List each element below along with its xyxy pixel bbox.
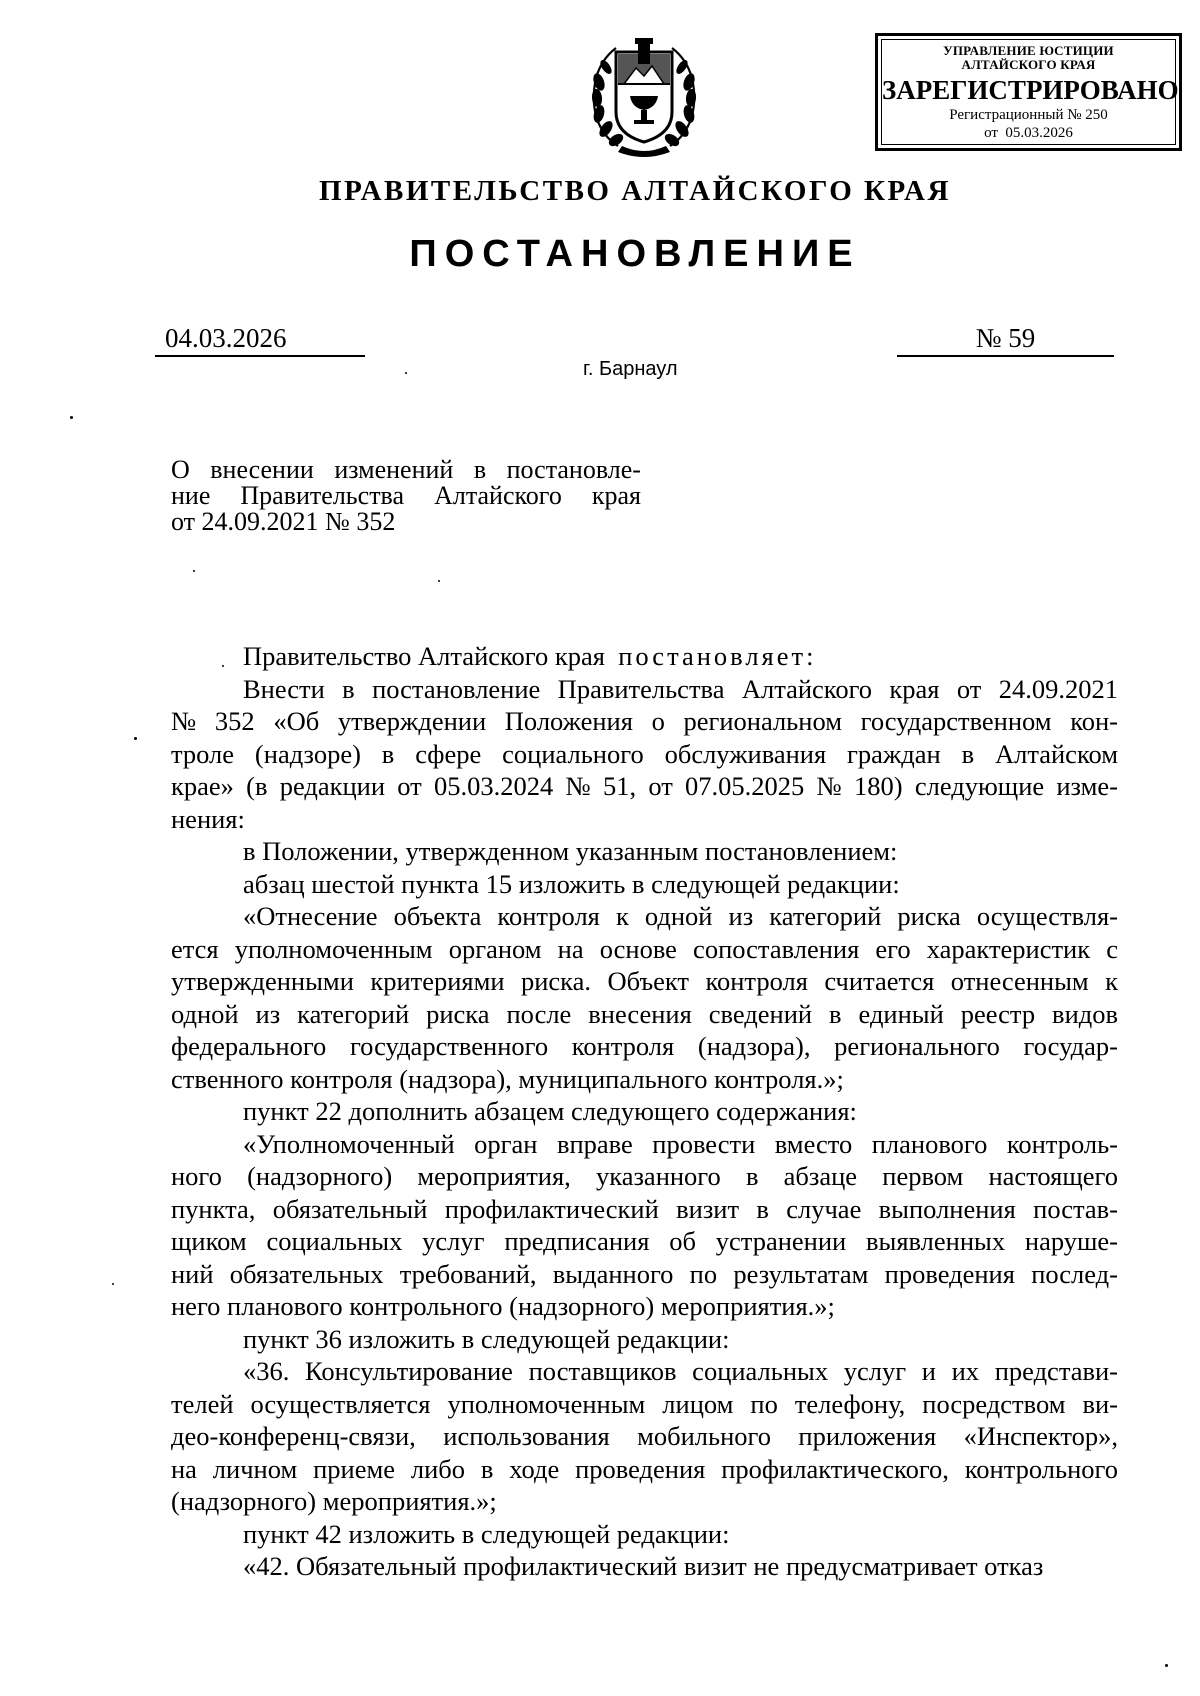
title-word: изменений	[334, 455, 454, 484]
body-line: троле (надзоре) в сфере социального обслуживания граждан в Алтайском	[171, 738, 1118, 769]
altai-krai-coat-of-arms-icon	[586, 34, 702, 158]
body-line: део-конференц-связи, использования мобильного приложения «Инспектор»,	[171, 1421, 1118, 1451]
body-line: него планового контрольного (надзорного) мероприятия.»;	[171, 1291, 835, 1321]
stamp-agency-line1: УПРАВЛЕНИЕ ЮСТИЦИИ	[943, 43, 1114, 58]
body-line: ного (надзорного) мероприятия, указанного в абзаце первом настоящего	[171, 1161, 1118, 1191]
body-line: № 352 «Об утверждении Положения о региональном государственном кон-	[171, 706, 1118, 736]
stamp-reg-date: от 05.03.2026	[984, 125, 1073, 141]
body-line: пункт 42 изложить в следующей редакции:	[243, 1518, 730, 1549]
title-word: Правительства	[240, 481, 405, 510]
body-line: «Уполномоченный орган вправе провести вместо планового контроль-	[243, 1128, 1118, 1159]
title-word: Алтайского	[434, 481, 562, 510]
resolution-verb: постановляет:	[618, 641, 817, 671]
document-type-heading: ПОСТАНОВЛЕНИЕ	[409, 233, 861, 275]
title-word: постановле-	[506, 455, 641, 484]
body-line: утвержденными критериями риска. Объект контроля считается отнесенным к	[171, 966, 1118, 996]
body-line: федерального государственного контроля (надзора), регионального государ-	[171, 1031, 1118, 1061]
body-line: пункт 22 дополнить абзацем следующего содержания:	[243, 1096, 857, 1126]
body-line: нения:	[171, 803, 245, 834]
stamp-status: ЗАРЕГИСТРИРОВАНО	[882, 75, 1179, 105]
document-date: 04.03.2026	[155, 321, 365, 357]
government-name: ПРАВИТЕЛЬСТВО АЛТАЙСКОГО КРАЯ	[319, 175, 951, 207]
body-line: (надзорного) мероприятия.»;	[171, 1486, 497, 1516]
scan-speck	[112, 1283, 114, 1285]
body-line: одной из категорий риска после внесения сведений в единый реестр видов	[171, 998, 1118, 1029]
scan-speck	[438, 580, 440, 582]
title-word: края	[591, 481, 641, 510]
document-city: г. Барнаул	[583, 358, 678, 380]
body-line: абзац шестой пункта 15 изложить в следующей редакции:	[243, 868, 900, 899]
body-line: щиком социальных услуг предписания об устранении выявленных наруше-	[171, 1226, 1118, 1256]
body-line: в Положении, утвержденном указанным постановлением:	[243, 836, 898, 866]
registration-stamp	[875, 33, 1182, 151]
body-line: крае» (в редакции от 05.03.2024 № 51, от 07.05.2025 № 180) следующие изме-	[171, 771, 1118, 801]
registration-stamp-inner-frame	[881, 39, 1179, 145]
body-line	[171, 640, 1118, 673]
body-line: телей осуществляется уполномоченным лицом по телефону, посредством ви-	[171, 1388, 1118, 1419]
body-line: пункта, обязательный профилактический визит в случае выполнения постав-	[171, 1193, 1118, 1224]
title-word: ние	[171, 481, 211, 510]
body-line: «Отнесение объекта контроля к одной из категорий риска осуществля-	[243, 901, 1118, 931]
scan-speck	[70, 416, 73, 419]
document-title	[171, 457, 641, 535]
title-line: от 24.09.2021 № 352	[171, 507, 396, 536]
stamp-agency-line2: АЛТАЙСКОГО КРАЯ	[961, 57, 1096, 72]
stamp-reg-number: Регистрационный № 250	[949, 107, 1108, 123]
title-word: О	[171, 455, 190, 484]
document-body	[171, 640, 1118, 1583]
body-line: «36. Консультирование поставщиков социальных услуг и их представи-	[243, 1356, 1118, 1386]
scan-speck	[1165, 1664, 1168, 1667]
body-line: ется уполномоченным органом на основе сопоставления его характеристик с	[171, 933, 1118, 964]
body-line: Внести в постановление Правительства Алтайского края от 24.09.2021	[243, 673, 1118, 704]
document-number: № 59	[897, 321, 1114, 357]
scan-speck	[222, 665, 224, 667]
body-line: ний обязательных требований, выданного по результатам проведения послед-	[171, 1258, 1118, 1289]
title-word: в	[473, 455, 487, 484]
body-line: ственного контроля (надзора), муниципального контроля.»;	[171, 1063, 844, 1094]
body-line: «42. Обязательный профилактический визит не предусматривает отказ	[243, 1551, 1044, 1581]
title-line	[171, 483, 641, 509]
body-line: пункт 36 изложить в следующей редакции:	[243, 1323, 730, 1354]
scan-speck	[134, 737, 137, 740]
body-line: на личном приеме либо в ходе проведения профилактического, контрольного	[171, 1453, 1118, 1484]
scan-speck	[405, 372, 407, 374]
scan-speck	[193, 570, 195, 572]
resolution-subject: Правительство Алтайского края	[243, 641, 605, 671]
title-word: внесении	[210, 455, 314, 484]
title-line	[171, 457, 641, 483]
